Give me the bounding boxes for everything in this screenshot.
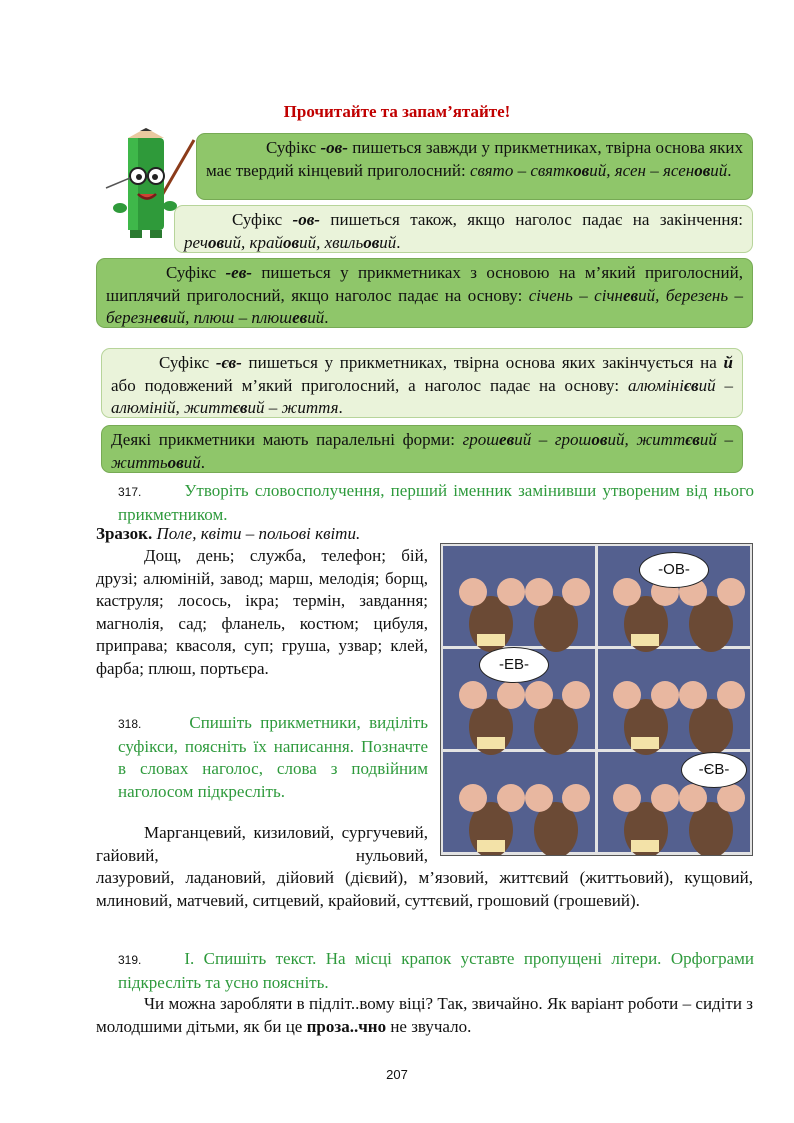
- rule-box-ev: Суфікс -ев- пишеться у прикметниках з основою на м’який приголосний, шиплячий приголосний, якщо наголос падає на основу: січень – січневий, березень – березневий, плюш – плюшевий.: [96, 258, 753, 328]
- exercise-number: 317.: [118, 485, 142, 499]
- rule-title: Прочитайте та запам’ятайте!: [283, 102, 511, 121]
- rule-box-parallel: Деякі прикметники мають паралельні форми: грошевий – грошовий, життєвий – життьовий.: [101, 425, 743, 473]
- exercise-318-words-a: Марганцевий, кизиловий, сургучевий, гайовий, нульовий,: [96, 823, 428, 865]
- exercise-number: 318.: [118, 717, 142, 731]
- mice-characters-icon: [441, 544, 752, 855]
- rule-box-ov-stress: Суфікс -ов- пишеться також, якщо наголос падає на закінчення: речовий, крайовий, хвильовий.: [174, 205, 753, 253]
- exercise-317-words: Дощ, день; служба, телефон; бій, друзі; алюміній, завод; марш, мелодія; борщ, каструля; лосось, ікра; термін, завдання; магнолія, сад; фланель, костюм; цибуля, приправа; квасоля, суп; груша, узвар; клей, фарба; плюш, портьєра.: [96, 546, 428, 678]
- speech-bubble-ov: -ОВ-: [639, 552, 709, 588]
- speech-bubble-ev: -ЕВ-: [479, 647, 549, 683]
- mice-comic-image: [440, 543, 753, 856]
- exercise-317-task: 317. Утворіть словосполучення, перший іменник замінивши утвореним від нього прикметником.: [118, 481, 754, 524]
- exercise-318-task: 318. Спишіть прикметники, виділіть суфікси, поясніть їх написання. Позначте в словах наголос, слова з подвійним наголосом підкресліть.: [118, 713, 428, 801]
- exercise-318-words-b: лазуровий, ладановий, дійовий (дієвий), м’язовий, життєвий (життьовий), кущовий, млиновий, матчевий, ситцевий, крайовий, суттєвий, грошовий (грошевий).: [96, 868, 753, 910]
- rule-box-ov-hard: Суфікс -ов- пишеться завжди у прикметниках, твірна основа яких має твердий кінцевий приголосний: свято – святковий, ясен – ясеновий.: [196, 133, 753, 200]
- exercise-319-task: 319. І. Спишіть текст. На місці крапок уставте пропущені літери. Орфограми підкресліть та усно поясніть.: [118, 949, 754, 992]
- exercise-317-sample: Зразок. Поле, квіти – польові квіти.: [96, 524, 361, 543]
- exercise-319-text: Чи можна заробляти в підліт..вому віці? Так, звичайно. Як варіант роботи – сидіти з молодшими дітьми, як би це проза..чно не звучало.: [96, 994, 753, 1036]
- page-number: 207: [386, 1067, 408, 1082]
- speech-bubble-yev: -ЄВ-: [681, 752, 747, 788]
- exercise-number: 319.: [118, 953, 142, 967]
- rule-box-yev: Суфікс -єв- пишеться у прикметниках, твірна основа яких закінчується на й або подовжений м’який приголосний, а наголос падає на основу: алюмінієвий – алюміній, життєвий – життя.: [101, 348, 743, 418]
